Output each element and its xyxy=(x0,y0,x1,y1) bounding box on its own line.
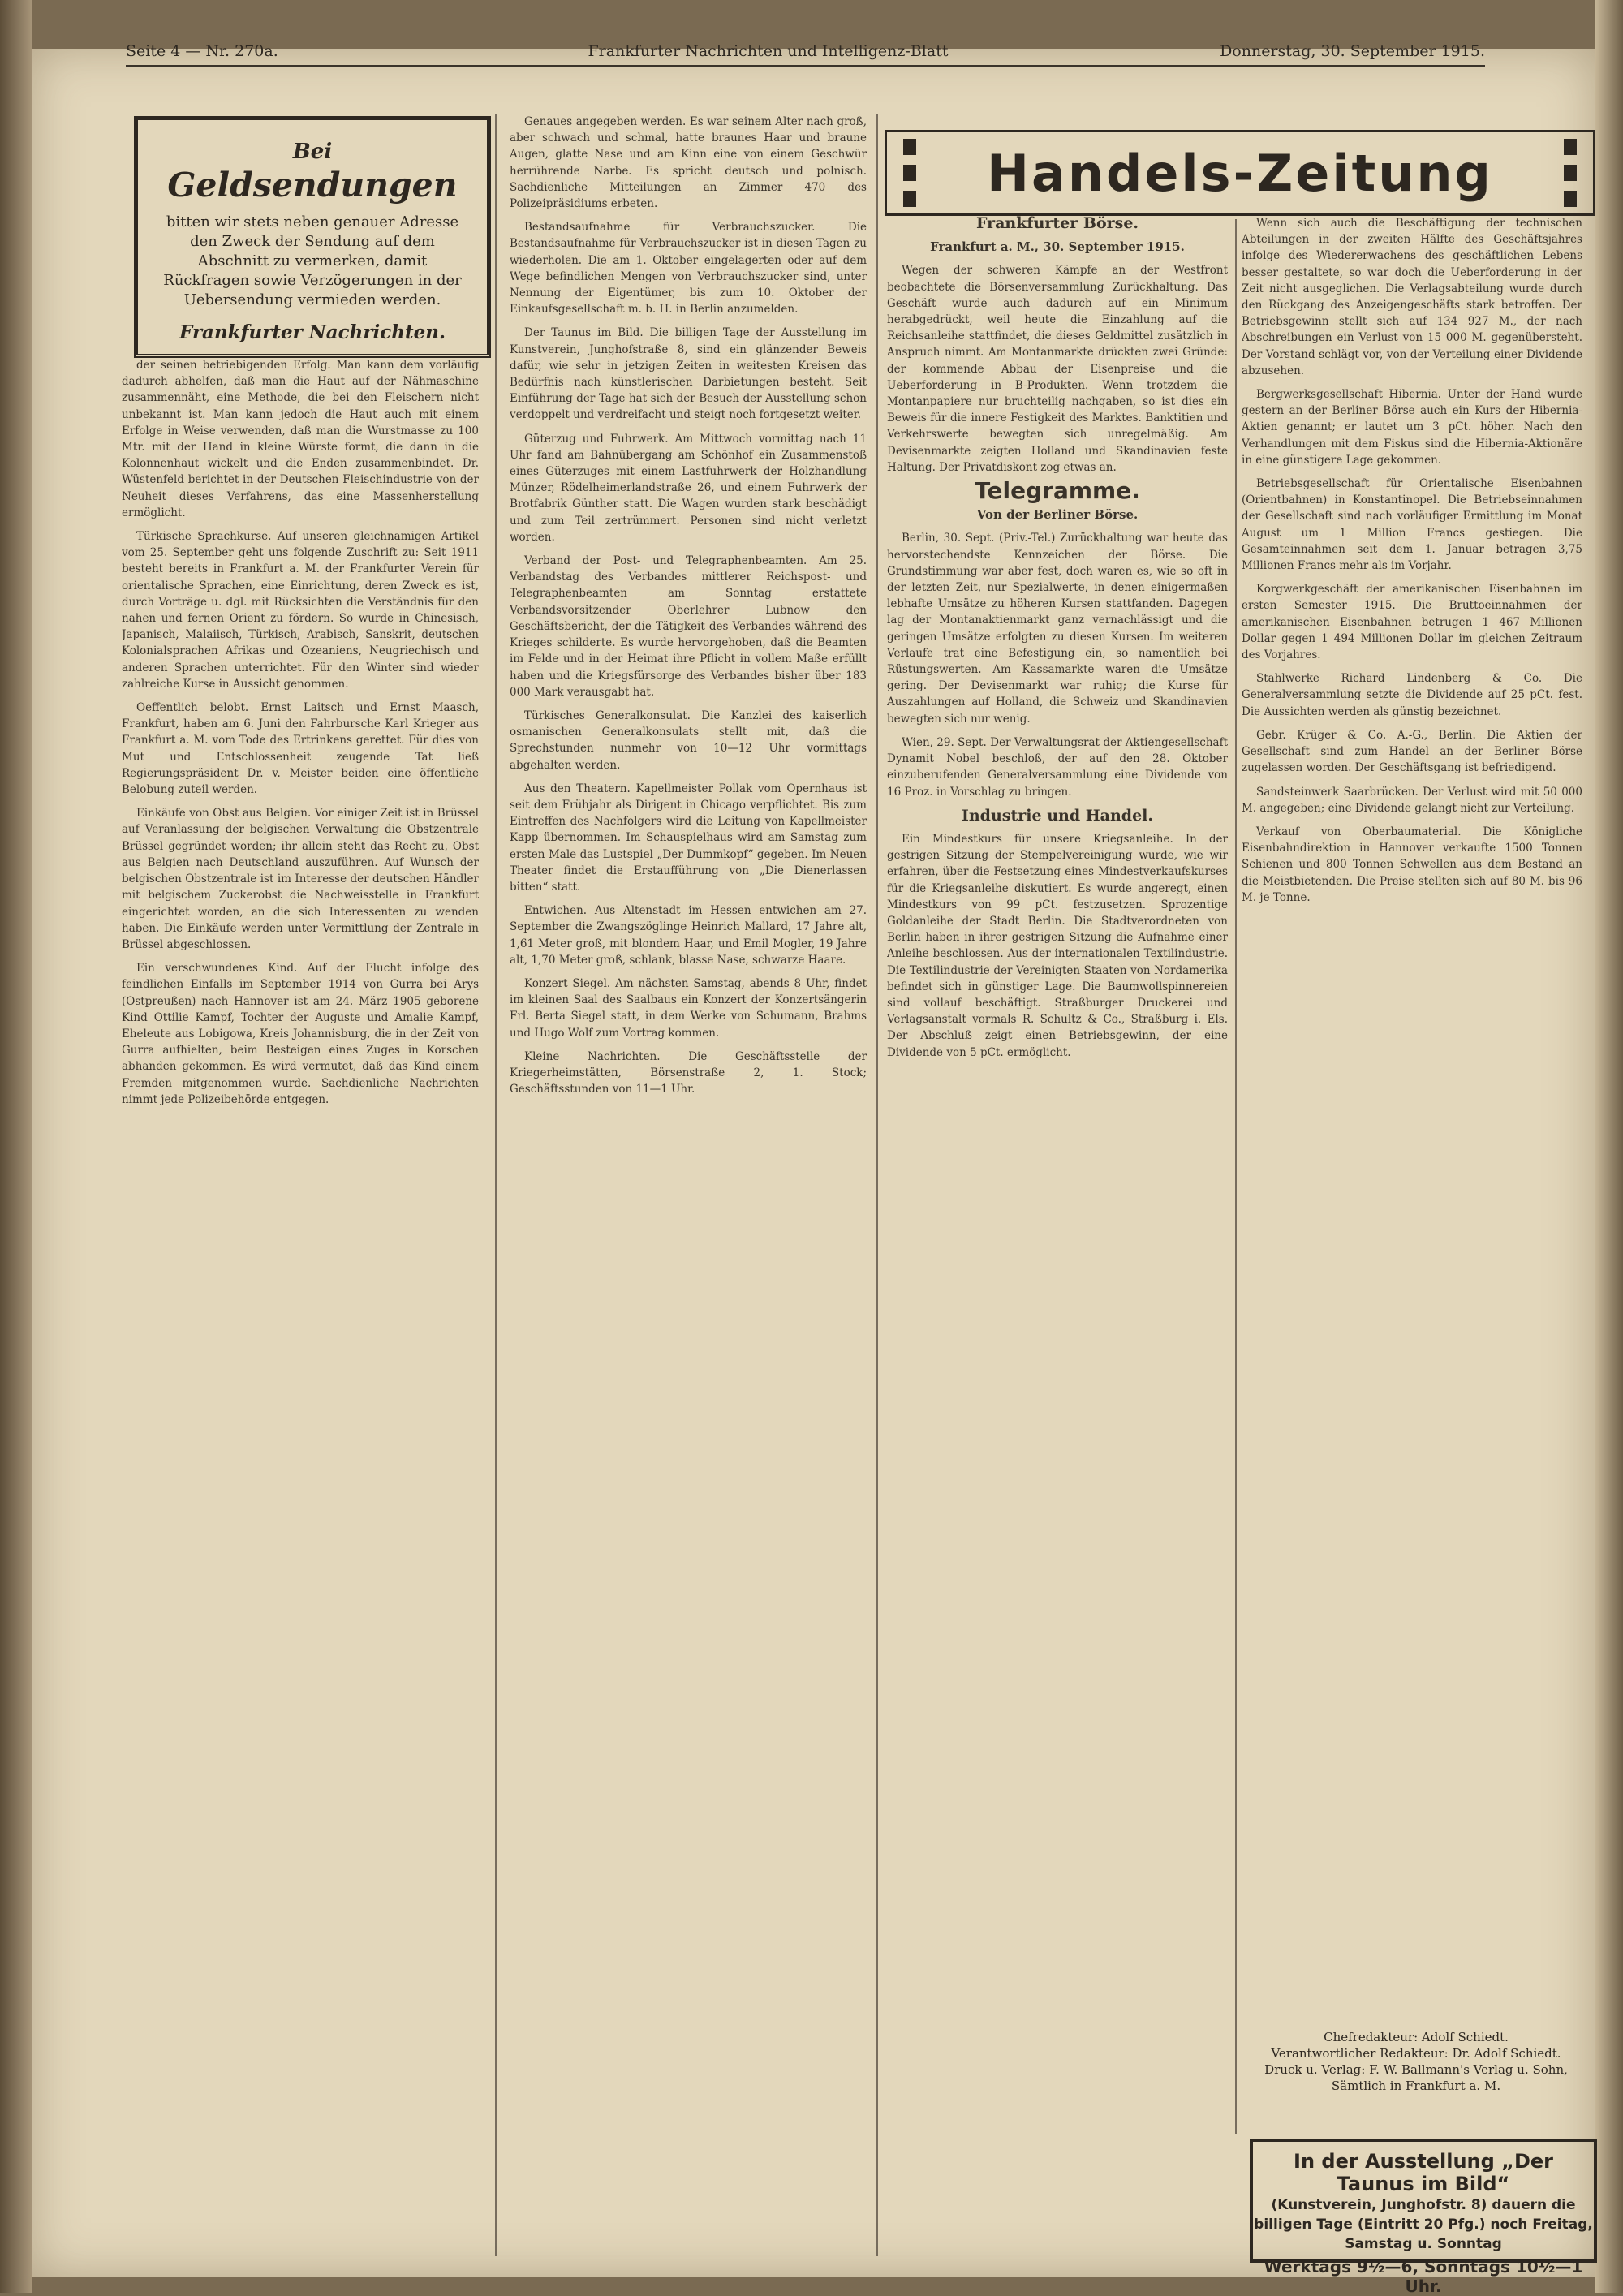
advert-line1: Bei xyxy=(292,140,333,164)
telegramme-wien: Wien, 29. Sept. Der Verwaltungsrat der Aktiengesellschaft Dynamit Nobel beschloß, der auf den 28. Oktober einzuberufenden Generalversammlung eine Dividende von 16 Proz. in Vorschlag zu bringen. xyxy=(887,735,1228,799)
article-paragraph: Oeffentlich belobt. Ernst Laitsch und Ernst Maasch, Frankfurt, haben am 6. Juni den Fahrbursche Karl Krieger aus Frankfurt a. M. vom Tode des Ertrinkens gerettet. Für dies von Mut und Entschlossenheit zeugende Tat ließ Regierungspräsident Dr. v. Meister beiden eine öffentliche Belobung zuteil werden. xyxy=(122,701,479,797)
imprint-line: Chefredakteur: Adolf Schiedt. xyxy=(1324,2030,1509,2044)
advert-signature: Frankfurter Nachrichten. xyxy=(179,321,446,343)
article-paragraph: Kleine Nachrichten. Die Geschäftsstelle der Kriegerheimstätten, Börsenstraße 2, 1. Stock; Geschäftsstunden von 11—1 Uhr. xyxy=(510,1049,867,1096)
column-3 xyxy=(887,215,1228,2252)
column-rule-2 xyxy=(876,114,878,2256)
article-paragraph: Güterzug und Fuhrwerk. Am Mittwoch vormittag nach 11 Uhr fand am Bahnübergang am Schönhof ein Zusammenstoß eines Güterzuges mit einem Lastfuhrwerk der Holzhandlung Münzer, Rödelheimerlandstraße 26, und einem Fuhrwerk der Brotfabrik Günther statt. Die Wagen wurden stark beschädigt und zum Teil zertrümmert. Personen sind nicht verletzt worden. xyxy=(510,432,867,544)
article-paragraph: Aus den Theatern. Kapellmeister Pollak vom Opernhaus ist seit dem Frühjahr als Dirigent in Chicago verpflichtet. Bis zum Eintreffen des Nachfolgers wird die Leitung von Kapellmeister Kapp übernommen. Im Schauspielhaus wird am Samstag zum ersten Male das Lustspiel „Der Dummkopf“ gegeben. Im Neuen Theater findet die Erstaufführung von „Die Dienerlassen bitten“ statt. xyxy=(510,782,867,894)
advert-body: bitten wir stets neben genauer Adresse den Zweck der Sendung auf dem Abschnitt zu vermerken, damit Rückfragen sowie Verzögerungen in der Uebersendung vermieden werden. xyxy=(163,213,462,308)
telegramme-subheading: Von der Berliner Börse. xyxy=(976,507,1139,523)
article-paragraph: Bestandsaufnahme für Verbrauchszucker. Die Bestandsaufnahme für Verbrauchszucker ist in diesen Tagen zu wiederholen. Die am 1. Oktober eingelagerten oder auf dem Wege befindlichen Mengen von Verbrauchszucker sind, unter Nennung der Eigentümer, bis zum 10. Oktober der Einkaufsgesellschaft m. b. H. in Berlin anzumelden. xyxy=(510,221,867,317)
article-paragraph: Einkäufe von Obst aus Belgien. Vor einiger Zeit ist in Brüssel auf Veranlassung der belgischen Verwaltung die Obstzentrale Brüssel gegründet worden; ihr allein steht das Recht zu, Obst aus Belgien nach Deutschland auszuführen. Auf Wunsch der belgischen Obstzentrale ist im Interesse der deutschen Händler mit belgischem Zuckerobst die Nachweisstelle in Frankfurt eingerichtet worden, an die sich Interessenten zu wenden haben. Die Einkäufe werden unter Vermittlung der Zentrale in Brüssel abgeschlossen. xyxy=(122,807,479,951)
article-paragraph: Genaues angegeben werden. Es war seinem Alter nach groß, aber schwach und schmal, hatte braunes Haar und braune Augen, glatte Nase und am Kinn eine von einem Geschwür herrührende Narbe. Es spricht deutsch und polnisch. Sachdienliche Mitteilungen an Zimmer 470 des Polizeipräsidiums erbeten. xyxy=(510,115,867,211)
newspaper-title: Frankfurter Nachrichten und Intelligenz-Blatt xyxy=(588,42,949,60)
page-number: Seite 4 — Nr. 270a. xyxy=(126,42,278,60)
page-header xyxy=(126,32,1485,67)
column-1 xyxy=(122,357,479,2248)
article-paragraph: Türkische Sprachkurse. Auf unseren gleichnamigen Artikel vom 25. September geht uns folgende Zuschrift zu: Seit 1911 besteht bereits in Frankfurt a. M. der Frankfurter Verein für orientalische Sprachen, eine Einrichtung, deren Zweck es ist, durch Vorträge u. dgl. mit Rücksichten die Verständnis für den nahen und fernen Orient zu fördern. So wurde in Chinesisch, Japanisch, Malaiisch, Türkisch, Arabisch, Sanskrit, deutschen Kolonialsprachen Afrikas und Ozeaniens, Neugriechisch und anderen Sprachen unterrichtet. Für den Winter sind wieder zahlreiche Kurse in Aussicht genommen. xyxy=(122,530,479,691)
page-edge xyxy=(1595,0,1623,2293)
column-2 xyxy=(510,114,867,2248)
exhibition-details: (Kunstverein, Junghofstr. 8) dauern die billigen Tage (Eintritt 20 Pfg.) noch Freitag, Samstag u. Sonntag xyxy=(1254,2197,1593,2252)
article-paragraph: Wenn sich auch die Beschäftigung der technischen Abteilungen in der zweiten Hälfte des Geschäftsjahres infolge des Wiedererwachens des geschäftlichen Lebens besser gestaltete, so war doch die Ueberforderung in der Zeit nicht ausgeglichen. Die Verlagsabteilung wurde durch den Rückgang des Anzeigengeschäfts stark betroffen. Der Betriebsgewinn stellt sich auf 134 927 M., der nach Abschreibungen ein Verlust von 15 000 M. gegenübersteht. Der Vorstand schlägt vor, von der Verteilung einer Dividende abzusehen. xyxy=(1242,217,1582,377)
masthead-ornament-left xyxy=(898,134,921,212)
geldsendungen-advert xyxy=(134,116,491,358)
article-paragraph: Betriebsgesellschaft für Orientalische Eisenbahnen (Orientbahnen) in Konstantinopel. Die Betriebseinnahmen der Gesellschaft sind nach vorläufiger Ermittlung im Monat August um 1 Million Francs gestiegen. Die Gesamteinnahmen seit dem 1. Januar betragen 3,75 Millionen Francs mehr als im Vorjahr. xyxy=(1242,477,1582,573)
article-paragraph: Türkisches Generalkonsulat. Die Kanzlei des kaiserlich osmanischen Generalkonsulats stellt mit, daß die Sprechstunden nunmehr von 10—12 Uhr vormittags abgehalten werden. xyxy=(510,709,867,772)
boerse-heading: Frankfurter Börse. xyxy=(975,215,1139,232)
article-paragraph: der seinen betriebigenden Erfolg. Man kann dem vorläufig dadurch abhelfen, daß man die Haut auf der Nähmaschine zusammennäht, eine Methode, die bei den Fleischern nicht unbekannt ist. Man kann jedoch die Haut auch mit einem Erfolge in Weise verwenden, daß man die Wurstmasse zu 100 Mtr. mit der Hand in kleine Würste formt, die dann in die Kolonnenhaut wickelt und die Enden zusammenbindet. Dr. Wüstenfeld berichtet in der Deutschen Fleischindustrie von der Neuheit dieses Verfahrens, das eine Massenherstellung ermöglicht. xyxy=(122,359,479,519)
masthead-title: Handels-Zeitung xyxy=(987,143,1493,203)
imprint-line: Sämtlich in Frankfurt a. M. xyxy=(1331,2078,1501,2093)
taunus-exhibition-advert xyxy=(1250,2139,1597,2296)
masthead-ornament-right xyxy=(1559,134,1582,212)
boerse-body: Wegen der schweren Kämpfe an der Westfront beobachtete die Börsenversammlung Zurückhaltung. Das Geschäft wurde auch dadurch auf ein Minimum herabgedrückt, weil heute die Einzahlung auf die Reichsanleihe stattfindet, die dieses Geldmittel zusätzlich in Anspruch nimmt. Am Montanmarkte drückten zwei Gründe: der kommende Abbau der Eisenpreise und die Ueberforderung in B-Produkten. Wenn trotzdem die Montanpapiere nur bruchteilig nachgaben, so ist dies ein Beweis für die innere Festigkeit des Marktes. Banktitien und Verkehrswerte bewegten sich unregelmäßig. Am Devisenmarkte zeigten Holland und Skandinavien feste Haltung. Der Privatdiskont zog etwas an. xyxy=(887,264,1228,474)
handels-zeitung-masthead xyxy=(885,130,1595,216)
telegramme-body: Berlin, 30. Sept. (Priv.-Tel.) Zurückhaltung war heute das hervorstechendste Kennzeichen der Börse. Die Grundstimmung war aber fest, doch waren es, wie so oft in der letzten Zeit, nur Spezialwerte, in denen einigermaßen lebhafte Umsätze zu höheren Kursen stattfanden. Dagegen lag der Montanaktienmarkt ganz vernachlässigt und die geringen Umsätze erfolgten zu diesen Kursen. Im weiteren Verlaufe trat eine Befestigung ein, so namentlich bei Rüstungswerten. Am Kassamarkte waren die Umsätze gering. Der Devisenmarkt war ruhig; die Kurse für Auszahlungen auf Holland, die Schweiz und Skandinavien bewegten sich nur wenig. xyxy=(887,532,1228,726)
article-paragraph: Gebr. Krüger & Co. A.-G., Berlin. Die Aktien der Gesellschaft sind zum Handel an der Berliner Börse zugelassen worden. Der Geschäftsgang ist befriedigend. xyxy=(1242,728,1582,775)
article-paragraph: Entwichen. Aus Altenstadt im Hessen entwichen am 27. September die Zwangszöglinge Heinrich Mallard, 17 Jahre alt, 1,61 Meter groß, mit blondem Haar, und Emil Mogler, 19 Jahre alt, 1,70 Meter groß, schlank, blasse Nase, schwarze Haare. xyxy=(510,904,867,967)
article-paragraph: Der Taunus im Bild. Die billigen Tage der Ausstellung im Kunstverein, Junghofstraße 8, sind ein glänzender Beweis dafür, wie sehr in jetzigen Zeiten in weitesten Kreisen das Bedürfnis nach künstlerischen Darbietungen besteht. Seit Einführung der Tage hat sich der Besuch der Ausstellung schon verdoppelt und verdreifacht und steigt noch fortgesetzt weiter. xyxy=(510,326,867,422)
imprint-line: Druck u. Verlag: F. W. Ballmann's Verlag u. Sohn, xyxy=(1264,2062,1568,2077)
advert-line2: Geldsendungen xyxy=(167,166,458,205)
article-paragraph: Korgwerkgeschäft der amerikanischen Eisenbahnen im ersten Semester 1915. Die Bruttoeinnahmen der amerikanischen Eisenbahnen betrugen 1 467 Millionen Dollar gegen 1 494 Millionen Dollar im gleichen Zeitraum des Vorjahres. xyxy=(1242,583,1582,662)
article-paragraph: Verband der Post- und Telegraphenbeamten. Am 25. Verbandstag des Verbandes mittlerer Reichspost- und Telegraphenbeamten am Sonntag erstattete Verbandsvorsitzender Oberlehrer Lubnow den Geschäftsbericht, der die Tätigkeit des Verbandes während des Krieges schilderte. Es wurde hervorgehoben, daß die Beamten im Felde und in der Heimat ihre Pflicht in vollem Maße erfüllt haben und die Kriegsfürsorge des Verbandes bisher über 183 000 Mark verausgabt hat. xyxy=(510,554,867,699)
industrie-heading: Industrie und Handel. xyxy=(961,806,1153,825)
article-paragraph: Verkauf von Oberbaumaterial. Die Königliche Eisenbahndirektion in Hannover verkaufte 1500 Tonnen Schienen und 800 Tonnen Schwellen aus dem Bestand an die Meistbietenden. Die Preise stellten sich auf 80 M. bis 96 M. je Tonne. xyxy=(1242,825,1582,904)
article-paragraph: Sandsteinwerk Saarbrücken. Der Verlust wird mit 50 000 M. angegeben; eine Dividende gelangt nicht zur Verteilung. xyxy=(1242,785,1582,815)
column-rule-1 xyxy=(495,114,497,2256)
article-paragraph: Stahlwerke Richard Lindenberg & Co. Die Generalversammlung setzte die Dividende auf 25 pCt. fest. Die Aussichten werden als günstig bezeichnet. xyxy=(1242,672,1582,718)
industrie-body: Ein Mindestkurs für unsere Kriegsanleihe. In der gestrigen Sitzung der Stempelvereinigung wurde, wie wir erfahren, über die Festsetzung eines Mindestverkaufskurses für die Kriegsanleihe diskutiert. Es wurde angeregt, einen Mindestkurs von 99 pCt. festzusetzen. Sprozentige Goldanleihe der Stadt Berlin. Die Stadtverordneten von Berlin haben in ihrer gestrigen Sitzung die Aufnahme einer Anleihe beschlossen. Aus der internationalen Textilindustrie. Die Textilindustrie der Vereinigten Staaten von Nordamerika befindet sich in günstiger Lage. Die Baumwollspinnereien sind vollauf beschäftigt. Straßburger Druckerei und Verlagsanstalt vormals R. Schultz & Co., Straßburg i. Els. Der Abschluß zeigt einen Betriebsgewinn, der eine Dividende von 5 pCt. ermöglicht. xyxy=(887,832,1228,1059)
exhibition-hours: Werktags 9½—6, Sonntags 10½—1 Uhr. xyxy=(1264,2257,1583,2296)
column-4 xyxy=(1242,215,1582,2025)
boerse-dateline: Frankfurt a. M., 30. September 1915. xyxy=(930,239,1185,255)
article-paragraph: Ein verschwundenes Kind. Auf der Flucht infolge des feindlichen Einfalls im September 1914 von Gurra bei Arys (Ostpreußen) nach Hannover ist am 24. März 1905 geborene Kind Ottilie Kampf, Tochter der Auguste und Amalie Kampf, Eheleute aus Lobigowa, Kreis Johannisburg, die in der Zeit von Gurra aufhielten, beim Besteigen eines Zuges in Korschen abhanden gekommen. Es wird vermutet, daß das Kind einem Fremden mitgenommen wurde. Sachdienliche Nachrichten nimmt jede Polizeibehörde entgegen. xyxy=(122,962,479,1106)
imprint-line: Verantwortlicher Redakteur: Dr. Adolf Schiedt. xyxy=(1271,2046,1561,2061)
book-spine xyxy=(0,0,32,2293)
issue-date: Donnerstag, 30. September 1915. xyxy=(1220,42,1485,60)
imprint xyxy=(1254,2029,1578,2094)
exhibition-title: In der Ausstellung „Der Taunus im Bild“ xyxy=(1294,2150,1553,2195)
article-paragraph: Konzert Siegel. Am nächsten Samstag, abends 8 Uhr, findet im kleinen Saal des Saalbaus ein Konzert der Konzertsängerin Frl. Berta Siegel statt, in dem Werke von Schumann, Brahms und Hugo Wolf zum Vortrag kommen. xyxy=(510,976,867,1040)
column-rule-3 xyxy=(1235,219,1237,2134)
article-paragraph: Bergwerksgesellschaft Hibernia. Unter der Hand wurde gestern an der Berliner Börse auch ein Kurs der Hibernia-Aktien genannt; er lautet um 3 pCt. höher. Nach den Verhandlungen mit dem Fiskus sind die Hibernia-Aktionäre in eine günstigere Lage gekommen. xyxy=(1242,388,1582,467)
telegramme-heading: Telegramme. xyxy=(975,477,1140,505)
